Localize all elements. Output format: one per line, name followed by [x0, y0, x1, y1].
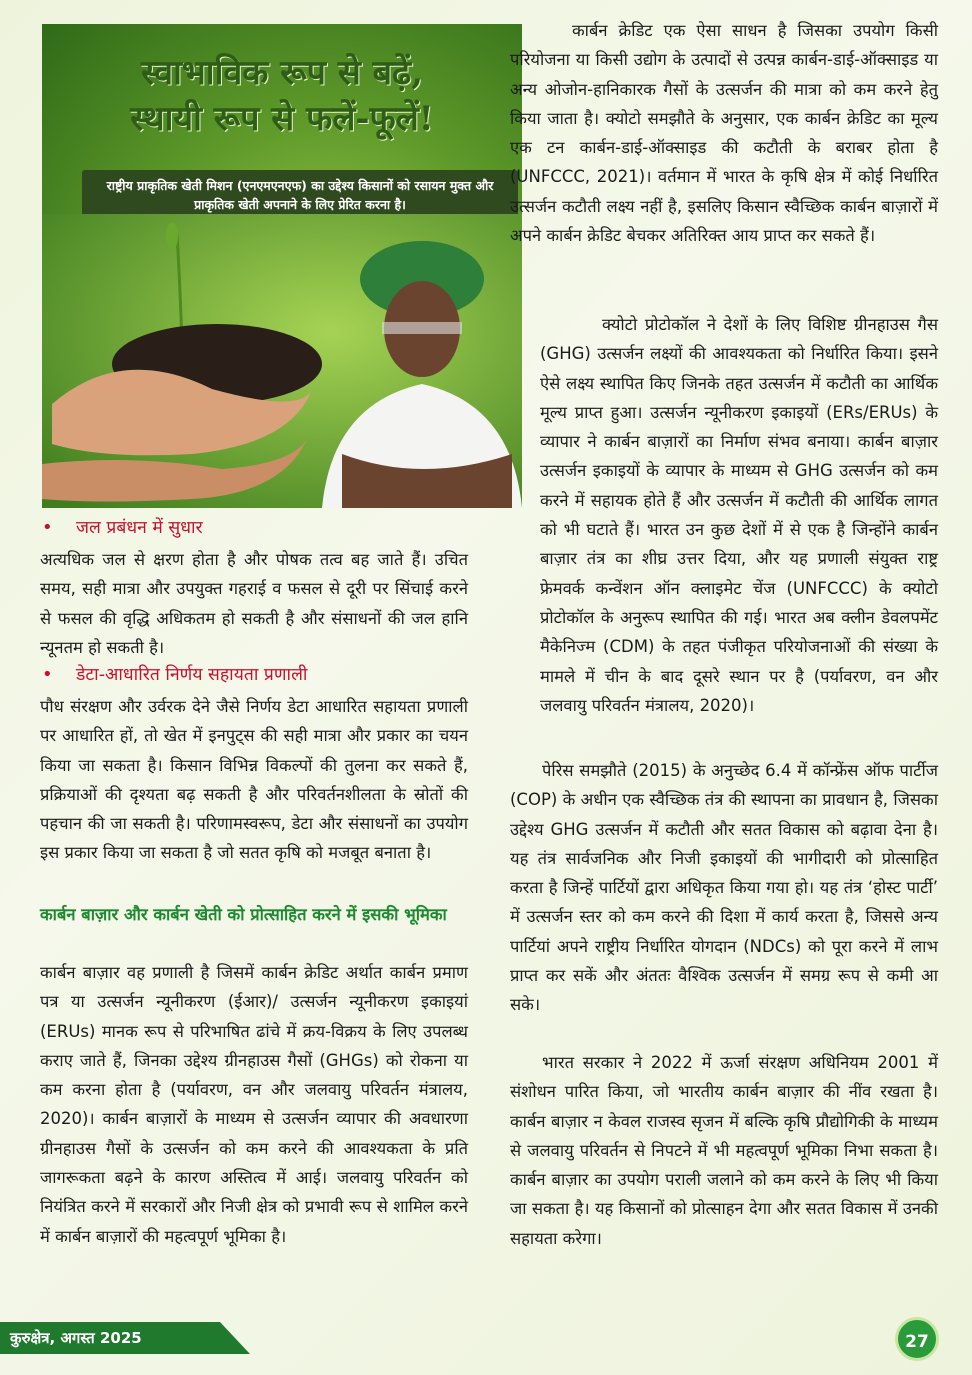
poster-image [42, 24, 522, 508]
poster-tagline: राष्ट्रीय प्राकृतिक खेती मिशन (एनएमएनएफ) का उद्देश्य किसानों को रसायन मुक्त और प्राकृतिक खेती अपनाने के लिए प्रेरित करना है। [82, 170, 518, 220]
farmer-illustration [42, 214, 522, 508]
bullet-heading-water-management [42, 515, 203, 541]
bullet-dot: • [42, 664, 53, 685]
section-heading-carbon-market: कार्बन बाज़ार और कार्बन खेती को प्रोत्साहित करने में इसकी भूमिका [40, 905, 447, 924]
paragraph-water-management: अत्यधिक जल से क्षरण होता है और पोषक तत्व बह जाते हैं। उचित समय, सही मात्रा और उपयुक्त गहराई व फसल से दूरी पर सिंचाई करने से फसल की वृद्धि अधिकतम हो सकती है और संसाधनों की जल हानि न्यूनतम हो सकती है। [40, 550, 468, 657]
heading-text: डेटा-आधारित निर्णय सहायता प्रणाली [76, 665, 308, 685]
page-number: 27 [895, 1317, 939, 1361]
paragraph-carbon-credit: कार्बन क्रेडिट एक ऐसा साधन है जिसका उपयोग किसी परियोजना या किसी उद्योग के उत्पादों से उत्पन्न कार्बन-डाई-ऑक्साइड या अन्य ओजोन-हानिकारक गैसों के उत्सर्जन की मात्रा को कम करने हेतु किया जाता है। क्योटो समझौते के अनुसार, एक कार्बन क्रेडिट का मूल्य एक टन कार्बन-डाई-ऑक्साइड की कटौती के बराबर होता है (UNFCCC, 2021)। वर्तमान में भारत के कृषि क्षेत्र में कोई निर्धारित उत्सर्जन कटौती लक्ष्य नहीं है, इसलिए किसान स्वैच्छिक कार्बन बाज़ारों में अपने कार्बन क्रेडिट बेचकर अतिरिक्त आय प्राप्त कर सकते हैं। [510, 21, 938, 246]
paragraph-carbon-market: कार्बन बाज़ार वह प्रणाली है जिसमें कार्बन क्रेडिट अर्थात कार्बन प्रमाण पत्र या उत्सर्जन न्यूनीकरण (ईआर)/ उत्सर्जन न्यूनीकरण इकाइयां (ERUs) मानक रूप से परिभाषित ढांचे में क्रय-विक्रय के लिए उपलब्ध कराए जाते हैं, जिनका उद्देश्य ग्रीनहाउस गैसों (GHGs) को रोकना या कम करना होता है (पर्यावरण, वन और जलवायु परिवर्तन मंत्रालय, 2020)। कार्बन बाज़ारों के माध्यम से उत्सर्जन व्यापार की अवधारणा ग्रीनहाउस गैसों के उत्सर्जन को कम करने की आवश्यकता के प्रति जागरूकता बढ़ने के कारण अस्तित्व में आई। जलवायु परिवर्तन को नियंत्रित करने में सरकारों और निजी क्षेत्र को प्रभावी रूप से शामिल करने में कार्बन बाज़ारों की महत्वपूर्ण भूमिका है। [40, 963, 468, 1246]
paragraph-energy-conservation: भारत सरकार ने 2022 में ऊर्जा संरक्षण अधिनियम 2001 में संशोधन पारित किया, जो भारतीय कार्बन बाज़ार की नींव रखता है। कार्बन बाज़ार न केवल राजस्व सृजन में बल्कि कृषि प्रौद्योगिकी के माध्यम से जलवायु परिवर्तन से निपटने में भी महत्वपूर्ण भूमिका निभा सकता है। कार्बन बाज़ार का उपयोग पराली जलाने को कम करने के लिए भी किया जा सकता है। यह किसानों को प्रोत्साहन देगा और सतत विकास में उनकी सहायता करेगा। [510, 1053, 938, 1248]
paragraph-kyoto-protocol: क्योटो प्रोटोकॉल ने देशों के लिए विशिष्ट ग्रीनहाउस गैस (GHG) उत्सर्जन लक्ष्यों की आवश्यकता को निर्धारित किया। इसने ऐसे लक्ष्य स्थापित किए जिनके तहत उत्सर्जन में कटौती का आर्थिक मूल्य प्राप्त हुआ। उत्सर्जन न्यूनीकरण इकाइयों (ERs/ERUs) के व्यापार ने कार्बन बाज़ारों का निर्माण संभव बनाया। कार्बन बाज़ार उत्सर्जन इकाइयों के व्यापार के माध्यम से GHG उत्सर्जन को कम करने में सहायक होते हैं और उत्सर्जन में कटौती की आर्थिक लागत को भी घटाते हैं। भारत उन कुछ देशों में से एक है जिन्होंने कार्बन बाज़ार तंत्र का शीघ्र उत्तर दिया, और यह प्रणाली संयुक्त राष्ट्र फ्रेमवर्क कन्वेंशन ऑन क्लाइमेट चेंज (UNFCCC) के क्योटो प्रोटोकॉल के अनुरूप स्थापित की गई। भारत अब क्लीन डेवलपमेंट मैकेनिज्म (CDM) के तहत पंजीकृत परियोजनाओं की संख्या के मामले में चीन के बाद दूसरे स्थान पर है (पर्यावरण, वन और जलवायु परिवर्तन मंत्रालय, 2020)। [540, 315, 938, 715]
paragraph-data-decision: पौध संरक्षण और उर्वरक देने जैसे निर्णय डेटा आधारित सहायता प्रणाली पर आधारित हों, तो खेत में इनपुट्स की सही मात्रा और प्रकार का चयन किया जा सकता है। किसान विभिन्न विकल्पों की तुलना कर सकते हैं, प्रक्रियाओं की दृश्यता बढ़ सकती है और परिवर्तनशीलता के स्रोतों की पहचान की जा सकती है। परिणामस्वरूप, डेटा और संसाधनों का उपयोग इस प्रकार किया जा सकता है जो सतत कृषि को मजबूत बनाता है। [40, 697, 468, 863]
heading-text: जल प्रबंधन में सुधार [76, 518, 203, 538]
paragraph-paris-agreement: पेरिस समझौते (2015) के अनुच्छेद 6.4 में कॉन्फ्रेंस ऑफ पार्टीज (COP) के अधीन एक स्वैच्छिक तंत्र की स्थापना का प्रावधान है, जिसका उद्देश्य GHG उत्सर्जन में कटौती और सतत विकास को बढ़ावा देना है। यह तंत्र सार्वजनिक और निजी इकाइयों की भागीदारी को प्रोत्साहित करता है जिन्हें पार्टियों द्वारा अधिकृत किया गया हो। यह तंत्र ‘होस्ट पार्टी’ में उत्सर्जन स्तर को कम करने की दिशा में कार्य करता है, जिससे अन्य पार्टियां अपने राष्ट्रीय निर्धारित योगदान (NDCs) को पूरा करने में लाभ प्राप्त कर सकें और अंततः वैश्विक उत्सर्जन में समग्र रूप से कमी आ सके। [510, 761, 938, 1015]
poster-title-line1: स्वाभाविक रूप से बढ़ें, [140, 53, 424, 93]
bullet-dot: • [42, 517, 53, 538]
bullet-heading-data-decision [42, 662, 308, 688]
poster-title-line2: स्थायी रूप से फलें-फूलें! [130, 99, 434, 139]
poster-title [42, 50, 522, 142]
footer-magazine-name: कुरुक्षेत्र, अगस्त 2025 [10, 1329, 142, 1347]
